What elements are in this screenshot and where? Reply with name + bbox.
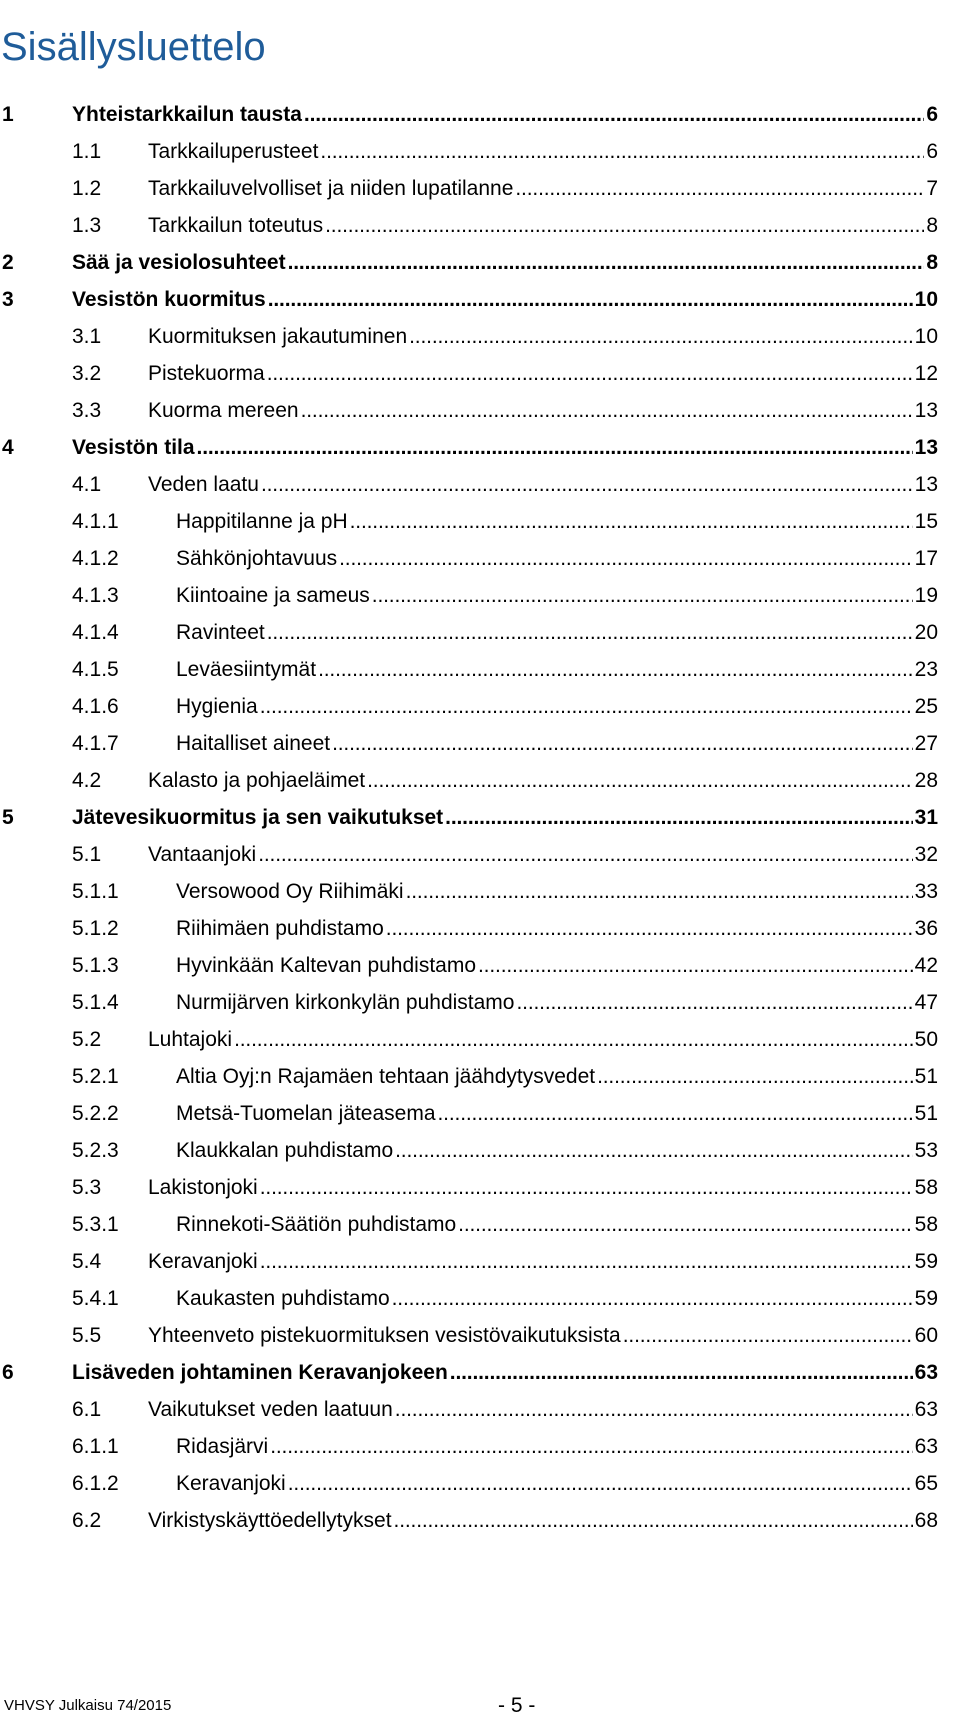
toc-entry-body (148, 318, 938, 355)
toc-entry-body (176, 1280, 938, 1317)
toc-entry-page: 27 (914, 732, 938, 755)
toc-entry-label: Tarkkailuperusteet (148, 140, 319, 163)
toc-entry-label: Haitalliset aineet (176, 732, 331, 755)
toc-entry-label: Veden laatu (148, 473, 259, 496)
toc-entry-body (72, 244, 938, 281)
toc-entry-number: 5.1.1 (72, 880, 119, 903)
toc-entry-number: 5.4 (72, 1250, 102, 1273)
toc-entry-body (148, 207, 938, 244)
toc-entry[interactable] (0, 1317, 960, 1354)
toc-entry-number: 6 (2, 1361, 14, 1384)
toc-entry-number: 5.5 (72, 1324, 102, 1347)
toc-entry[interactable] (0, 762, 960, 799)
toc-dot-leader (395, 1132, 913, 1169)
toc-entry[interactable] (0, 96, 960, 133)
toc-entry-body (72, 799, 938, 836)
toc-dot-leader (450, 1354, 913, 1391)
toc-dot-leader (406, 873, 913, 910)
toc-dot-leader (260, 688, 913, 725)
page-footer (0, 1692, 960, 1720)
toc-entry-label: Versowood Oy Riihimäki (176, 880, 404, 903)
toc-dot-leader (372, 577, 913, 614)
toc-entry-body (148, 1391, 938, 1428)
toc-dot-leader (394, 1502, 913, 1539)
toc-entry[interactable] (0, 207, 960, 244)
toc-dot-leader (395, 1391, 913, 1428)
toc-entry[interactable] (0, 466, 960, 503)
toc-entry-number: 5 (2, 806, 14, 829)
toc-dot-leader (288, 1465, 913, 1502)
toc-entry[interactable] (0, 688, 960, 725)
toc-entry[interactable] (0, 836, 960, 873)
toc-entry-body (148, 836, 938, 873)
toc-entry[interactable] (0, 1465, 960, 1502)
toc-entry-page: 7 (926, 177, 938, 200)
toc-entry[interactable] (0, 1132, 960, 1169)
toc-entry-number: 5.2 (72, 1028, 102, 1051)
toc-entry[interactable] (0, 1354, 960, 1391)
toc-entry-page: 63 (914, 1435, 938, 1458)
toc-entry-number: 6.2 (72, 1509, 102, 1532)
toc-dot-leader (516, 984, 912, 1021)
toc-entry-page: 13 (914, 436, 938, 459)
toc-entry-label: Ridasjärvi (176, 1435, 269, 1458)
toc-entry-page: 8 (926, 251, 938, 274)
toc-entry-page: 33 (914, 880, 938, 903)
toc-dot-leader (350, 503, 913, 540)
toc-entry-label: Sää ja vesiolosuhteet (72, 251, 286, 274)
toc-entry[interactable] (0, 1058, 960, 1095)
toc-entry[interactable] (0, 799, 960, 836)
toc-entry-label: Vaikutukset veden laatuun (148, 1398, 393, 1421)
toc-entry[interactable] (0, 1428, 960, 1465)
toc-entry-label: Nurmijärven kirkonkylän puhdistamo (176, 991, 515, 1014)
toc-dot-leader (445, 799, 912, 836)
toc-entry-body (148, 1502, 938, 1539)
toc-entry-label: Keravanjoki (148, 1250, 258, 1273)
toc-entry-number: 1.1 (72, 140, 102, 163)
toc-entry-body (148, 170, 938, 207)
toc-entry-page: 15 (914, 510, 938, 533)
toc-entry-page: 63 (914, 1361, 938, 1384)
toc-entry-label: Pistekuorma (148, 362, 265, 385)
toc-dot-leader (197, 429, 913, 466)
toc-entry-body (176, 910, 938, 947)
toc-entry[interactable] (0, 1243, 960, 1280)
toc-entry[interactable] (0, 1169, 960, 1206)
toc-entry-page: 65 (914, 1472, 938, 1495)
toc-entry-label: Hyvinkään Kaltevan puhdistamo (176, 954, 477, 977)
toc-entry-body (148, 1021, 938, 1058)
toc-dot-leader (268, 281, 913, 318)
toc-entry-page: 59 (914, 1287, 938, 1310)
toc-entry-body (176, 1058, 938, 1095)
toc-entry-body (148, 762, 938, 799)
toc-entry-label: Kaukasten puhdistamo (176, 1287, 390, 1310)
toc-dot-leader (339, 540, 913, 577)
toc-entry-page: 20 (914, 621, 938, 644)
toc-entry-body (176, 577, 938, 614)
toc-entry[interactable] (0, 1502, 960, 1539)
toc-entry[interactable] (0, 318, 960, 355)
toc-dot-leader (515, 170, 924, 207)
toc-entry-body (148, 1317, 938, 1354)
page-title: Sisällysluettelo (1, 24, 266, 69)
toc-entry-label: Ravinteet (176, 621, 265, 644)
toc-entry-page: 13 (914, 473, 938, 496)
toc-entry-number: 5.1.3 (72, 954, 119, 977)
toc-entry-label: Tarkkailun toteutus (148, 214, 324, 237)
toc-entry-body (176, 1428, 938, 1465)
toc-dot-leader (258, 836, 912, 873)
toc-entry-number: 5.2.1 (72, 1065, 119, 1088)
toc-dot-leader (623, 1317, 913, 1354)
toc-entry-label: Luhtajoki (148, 1028, 233, 1051)
toc-entry-label: Jätevesikuormitus ja sen vaikutukset (72, 806, 444, 829)
toc-entry-number: 3.2 (72, 362, 102, 385)
toc-entry[interactable] (0, 651, 960, 688)
toc-entry[interactable] (0, 281, 960, 318)
toc-entry-number: 4.1.1 (72, 510, 119, 533)
toc-entry-page: 58 (914, 1176, 938, 1199)
toc-entry-number: 4.2 (72, 769, 102, 792)
toc-entry-number: 3.1 (72, 325, 102, 348)
toc-entry-label: Tarkkailuvelvolliset ja niiden lupatilanne (148, 177, 514, 200)
toc-dot-leader (325, 207, 924, 244)
toc-entry-body (176, 1095, 938, 1132)
toc-entry-number: 2 (2, 251, 14, 274)
toc-entry-label: Yhteenveto pistekuormituksen vesistövaikutuksista (148, 1324, 621, 1347)
toc-entry-body (72, 1354, 938, 1391)
toc-entry-number: 1.3 (72, 214, 102, 237)
toc-entry-page: 28 (914, 769, 938, 792)
toc-entry-body (148, 1243, 938, 1280)
toc-entry-page: 6 (926, 140, 938, 163)
toc-entry-number: 4 (2, 436, 14, 459)
toc-entry-label: Lisäveden johtaminen Keravanjokeen (72, 1361, 448, 1384)
toc-entry-label: Happitilanne ja pH (176, 510, 348, 533)
toc-entry-page: 6 (926, 103, 938, 126)
toc-entry-label: Kalasto ja pohjaeläimet (148, 769, 366, 792)
toc-entry-label: Keravanjoki (176, 1472, 286, 1495)
toc-entry-page: 36 (914, 917, 938, 940)
toc-entry-body (176, 984, 938, 1021)
toc-entry-page: 10 (914, 288, 938, 311)
toc-entry-body (176, 1132, 938, 1169)
toc-dot-leader (304, 96, 924, 133)
toc-entry-body (148, 392, 938, 429)
toc-entry-number: 4.1.4 (72, 621, 119, 644)
toc-entry-number: 5.2.3 (72, 1139, 119, 1162)
toc-entry-page: 60 (914, 1324, 938, 1347)
toc-dot-leader (409, 318, 913, 355)
toc-entry-number: 5.1.4 (72, 991, 119, 1014)
toc-entry[interactable] (0, 133, 960, 170)
toc-entry-number: 4.1.3 (72, 584, 119, 607)
toc-entry[interactable] (0, 873, 960, 910)
toc-entry-body (176, 1465, 938, 1502)
toc-entry-page: 23 (914, 658, 938, 681)
toc-entry-number: 5.4.1 (72, 1287, 119, 1310)
toc-entry-body (72, 96, 938, 133)
toc-entry-label: Rinnekoti-Säätiön puhdistamo (176, 1213, 457, 1236)
toc-entry[interactable] (0, 392, 960, 429)
toc-entry-number: 4.1 (72, 473, 102, 496)
toc-entry-number: 3.3 (72, 399, 102, 422)
toc-entry[interactable] (0, 725, 960, 762)
toc-entry-body (148, 133, 938, 170)
page-number: - 5 - (498, 1694, 536, 1717)
toc-entry-page: 25 (914, 695, 938, 718)
toc-dot-leader (478, 947, 913, 984)
toc-dot-leader (392, 1280, 913, 1317)
toc-entry-label: Yhteistarkkailun tausta (72, 103, 302, 126)
toc-entry-label: Kiintoaine ja sameus (176, 584, 370, 607)
toc-dot-leader (301, 392, 913, 429)
toc-entry-page: 8 (926, 214, 938, 237)
toc-entry-body (72, 281, 938, 318)
toc-entry-number: 4.1.2 (72, 547, 119, 570)
toc-dot-leader (267, 355, 913, 392)
toc-dot-leader (367, 762, 913, 799)
toc-entry-label: Klaukkalan puhdistamo (176, 1139, 394, 1162)
toc-entry-number: 1.2 (72, 177, 102, 200)
toc-entry-number: 6.1.1 (72, 1435, 119, 1458)
toc-entry[interactable] (0, 1021, 960, 1058)
toc-entry-number: 5.3 (72, 1176, 102, 1199)
toc-entry[interactable] (0, 577, 960, 614)
toc-entry-page: 63 (914, 1398, 938, 1421)
toc-entry-label: Kuorma mereen (148, 399, 299, 422)
toc-dot-leader (270, 1428, 912, 1465)
toc-entry[interactable] (0, 984, 960, 1021)
toc-entry-page: 47 (914, 991, 938, 1014)
toc-entry-body (72, 429, 938, 466)
toc-entry-label: Altia Oyj:n Rajamäen tehtaan jäähdytysvedet (176, 1065, 596, 1088)
toc-entry-number: 5.3.1 (72, 1213, 119, 1236)
toc-entry-label: Vantaanjoki (148, 843, 257, 866)
toc-entry-number: 6.1.2 (72, 1472, 119, 1495)
toc-entry[interactable] (0, 614, 960, 651)
toc-entry-label: Riihimäen puhdistamo (176, 917, 384, 940)
toc-entry[interactable] (0, 170, 960, 207)
toc-dot-leader (320, 133, 924, 170)
toc-dot-leader (332, 725, 913, 762)
toc-entry-body (176, 947, 938, 984)
table-of-contents (0, 96, 960, 1539)
toc-dot-leader (597, 1058, 913, 1095)
toc-entry[interactable] (0, 355, 960, 392)
toc-entry-number: 4.1.7 (72, 732, 119, 755)
toc-entry-label: Kuormituksen jakautuminen (148, 325, 408, 348)
toc-entry[interactable] (0, 1391, 960, 1428)
toc-entry-number: 5.2.2 (72, 1102, 119, 1125)
toc-entry-body (176, 725, 938, 762)
toc-dot-leader (438, 1095, 913, 1132)
toc-entry-label: Sähkönjohtavuus (176, 547, 338, 570)
toc-entry[interactable] (0, 1206, 960, 1243)
toc-entry-page: 32 (914, 843, 938, 866)
toc-entry-label: Lakistonjoki (148, 1176, 258, 1199)
toc-entry-label: Leväesiintymät (176, 658, 317, 681)
toc-dot-leader (288, 244, 925, 281)
toc-entry-body (148, 466, 938, 503)
toc-entry-body (176, 651, 938, 688)
toc-entry-page: 51 (914, 1065, 938, 1088)
toc-entry-page: 42 (914, 954, 938, 977)
publication-info: VHVSY Julkaisu 74/2015 (4, 1697, 172, 1714)
toc-entry-page: 50 (914, 1028, 938, 1051)
toc-entry[interactable] (0, 947, 960, 984)
toc-entry-number: 6.1 (72, 1398, 102, 1421)
toc-dot-leader (260, 1169, 913, 1206)
toc-entry[interactable] (0, 1280, 960, 1317)
toc-entry[interactable] (0, 540, 960, 577)
toc-entry[interactable] (0, 1095, 960, 1132)
toc-dot-leader (267, 614, 913, 651)
toc-entry-page: 68 (914, 1509, 938, 1532)
toc-entry-page: 13 (914, 399, 938, 422)
toc-entry-page: 31 (914, 806, 938, 829)
toc-entry[interactable] (0, 910, 960, 947)
toc-entry-body (176, 614, 938, 651)
toc-entry-page: 59 (914, 1250, 938, 1273)
toc-entry-body (176, 873, 938, 910)
toc-entry[interactable] (0, 244, 960, 281)
toc-entry-number: 4.1.6 (72, 695, 119, 718)
toc-entry-body (176, 503, 938, 540)
toc-entry-number: 5.1 (72, 843, 102, 866)
toc-dot-leader (234, 1021, 913, 1058)
toc-entry-body (176, 1206, 938, 1243)
toc-entry-page: 58 (914, 1213, 938, 1236)
toc-entry-label: Metsä-Tuomelan jäteasema (176, 1102, 436, 1125)
toc-entry-page: 19 (914, 584, 938, 607)
toc-entry-page: 53 (914, 1139, 938, 1162)
toc-entry[interactable] (0, 503, 960, 540)
toc-entry-body (176, 540, 938, 577)
toc-entry-page: 10 (914, 325, 938, 348)
toc-entry-number: 5.1.2 (72, 917, 119, 940)
toc-entry-page: 17 (914, 547, 938, 570)
toc-dot-leader (386, 910, 913, 947)
toc-entry-page: 51 (914, 1102, 938, 1125)
toc-entry-page: 12 (914, 362, 938, 385)
toc-entry-number: 4.1.5 (72, 658, 119, 681)
toc-entry-label: Hygienia (176, 695, 258, 718)
toc-entry[interactable] (0, 429, 960, 466)
toc-entry-label: Vesistön kuormitus (72, 288, 266, 311)
toc-entry-number: 3 (2, 288, 14, 311)
toc-entry-body (148, 355, 938, 392)
toc-dot-leader (318, 651, 913, 688)
toc-entry-label: Virkistyskäyttöedellytykset (148, 1509, 392, 1532)
toc-entry-label: Vesistön tila (72, 436, 195, 459)
toc-dot-leader (458, 1206, 912, 1243)
toc-entry-body (148, 1169, 938, 1206)
toc-entry-body (176, 688, 938, 725)
toc-dot-leader (261, 466, 913, 503)
toc-entry-number: 1 (2, 103, 14, 126)
toc-dot-leader (260, 1243, 913, 1280)
